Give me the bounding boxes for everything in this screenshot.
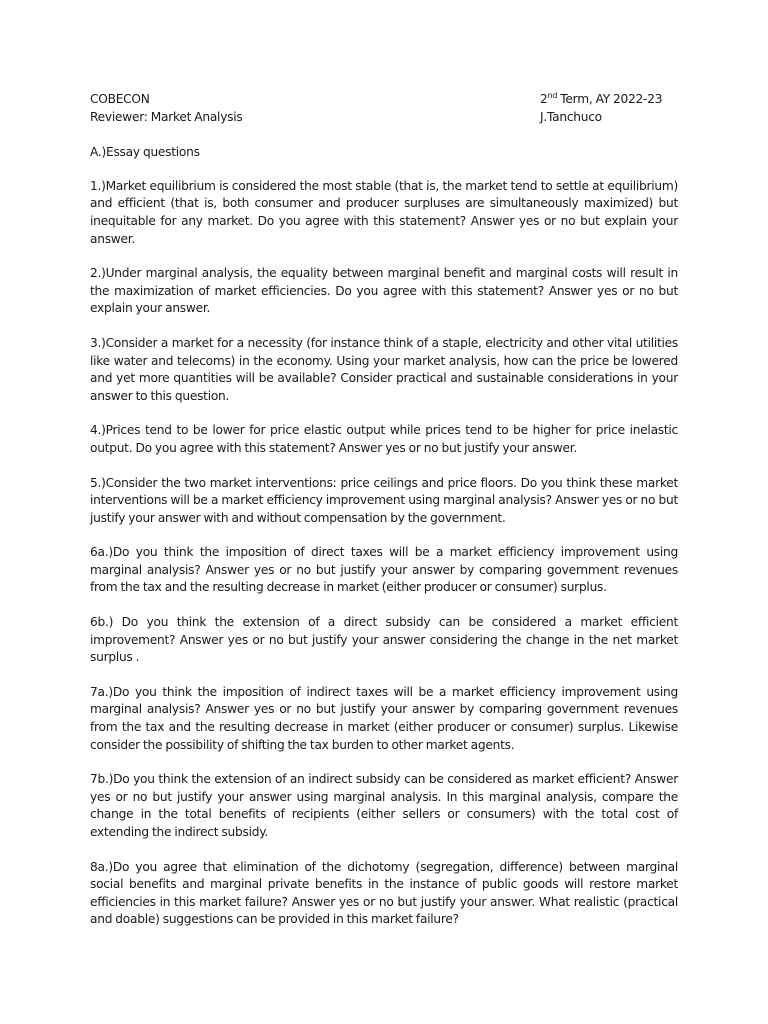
question-4: 4.)Prices tend to be lower for price elastic output while prices tend to be higher for price inelastic output. Do you agree with this statement? Answer yes or no but justify your answer.	[90, 423, 678, 455]
question-5: 5.)Consider the two market interventions: price ceilings and price floors. Do you think these market interventions will be a market efficiency improvement using marginal analysis? Answer yes or no but justify your answer with and without compensation by the government.	[90, 475, 678, 525]
question-3: 3.)Consider a market for a necessity (for instance think of a staple, electricity and other vital utilities like water and telecoms) in the economy. Using your market analysis, how can the price be lowered and yet more quantities will be available? Consider practical and sustainable considerations in your answer to this question.	[90, 335, 678, 403]
section-title: A.)Essay questions	[90, 145, 200, 160]
term-text: Term, AY 2022-23	[557, 92, 663, 106]
term-ordinal-suffix: nd	[547, 91, 558, 100]
question-6b: 6b.) Do you think the extension of a direct subsidy can be considered a market efficient improvement? Answer yes or no but justify your answer considering the change in the net market surplus .	[90, 615, 678, 665]
term-number: 2	[540, 92, 548, 106]
document-header	[90, 91, 678, 126]
question-7a: 7a.)Do you think the imposition of indirect taxes will be a market efficiency improvement using marginal analysis? Answer yes or no but justify your answer by comparing government revenues from the tax and the resulting decrease in market (either producer or consumer) surplus. Likewise consider the possibility of shifting the tax burden to other market agents.	[90, 684, 678, 752]
reviewer-title: Reviewer: Market Analysis	[90, 109, 243, 124]
course-code: COBECON	[90, 92, 150, 106]
question-7b: 7b.)Do you think the extension of an indirect subsidy can be considered as market efficient? Answer yes or no but justify your answer using marginal analysis. In this marginal analysis, compare the change in the total benefits of recipients (either sellers or consumers) with the total cost of extending the indirect subsidy.	[90, 772, 678, 839]
header-left	[90, 91, 430, 126]
question-6a: 6a.)Do you think the imposition of direct taxes will be a market efficiency improvement using marginal analysis? Answer yes or no but justify your answer by comparing government revenues from the tax and the resulting decrease in market (either producer or consumer) surplus.	[90, 545, 678, 595]
document-page	[90, 91, 678, 929]
question-list	[90, 178, 678, 929]
question-8a: 8a.)Do you agree that elimination of the dichotomy (segregation, difference) between marginal social benefits and marginal private benefits in the instance of public goods will restore market efficiencies in this market failure? Answer yes or no but justify your answer. What realistic (practical and doable) suggestions can be provided in this market failure?	[90, 859, 678, 927]
question-2: 2.)Under marginal analysis, the equality between marginal benefit and marginal costs will result in the maximization of market efficiencies. Do you agree with this statement? Answer yes or no but explain your answer.	[90, 266, 678, 316]
header-right	[540, 91, 678, 126]
author-name: J.Tanchuco	[540, 109, 602, 124]
term-label	[540, 91, 678, 109]
question-1: 1.)Market equilibrium is considered the most stable (that is, the market tend to settle at equilibrium) and efficient (that is, both consumer and producer surpluses are simultaneously maximized) but inequitable for any market. Do you agree with this statement? Answer yes or no but explain your answer.	[90, 178, 678, 246]
